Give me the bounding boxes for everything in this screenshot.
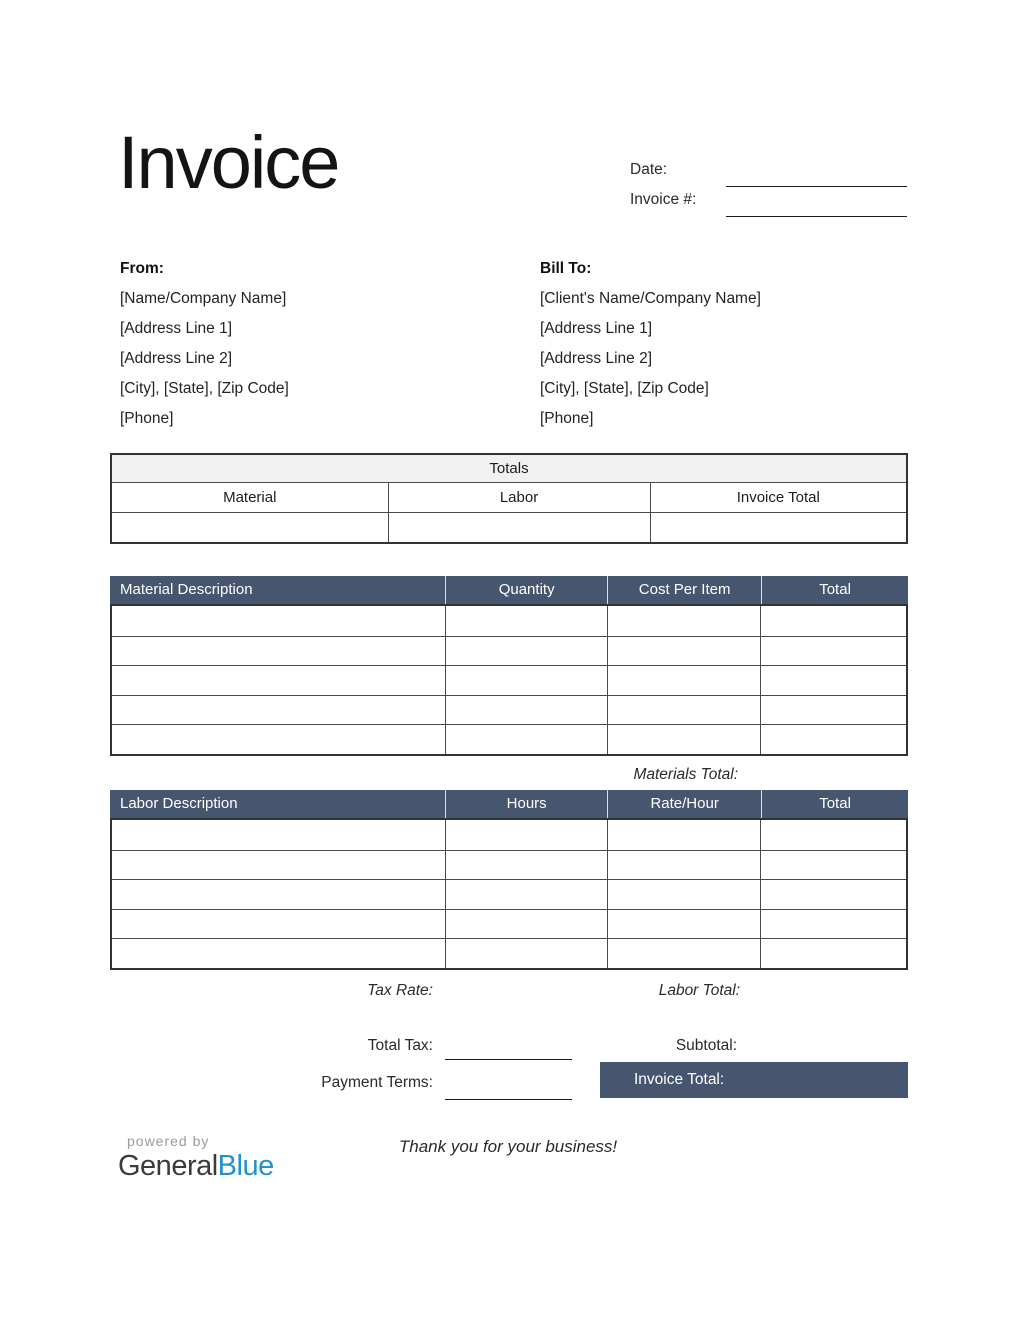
empty-cell[interactable] bbox=[445, 725, 606, 754]
empty-cell[interactable] bbox=[445, 606, 606, 636]
empty-cell[interactable] bbox=[112, 637, 445, 666]
materials-col-description: Material Description bbox=[120, 581, 253, 598]
materials-table-body bbox=[110, 604, 908, 756]
table-row-empty bbox=[112, 665, 906, 695]
bill-to-address2-line: [Address Line 2] bbox=[540, 350, 653, 367]
empty-cell[interactable] bbox=[445, 696, 606, 725]
invoice-total-label: Invoice Total: bbox=[634, 1071, 725, 1088]
table-row-empty bbox=[112, 606, 906, 636]
general-blue-logo bbox=[118, 1150, 274, 1183]
date-label: Date: bbox=[630, 161, 668, 178]
table-row-empty bbox=[112, 879, 906, 909]
empty-cell[interactable] bbox=[445, 910, 606, 939]
table-row-empty bbox=[112, 850, 906, 880]
table-row-empty bbox=[112, 938, 906, 968]
empty-cell[interactable] bbox=[760, 696, 906, 725]
table-row-empty bbox=[112, 820, 906, 850]
table-row-empty bbox=[112, 724, 906, 754]
brand-general-text: General bbox=[118, 1150, 218, 1182]
empty-cell[interactable] bbox=[760, 910, 906, 939]
empty-cell[interactable] bbox=[607, 820, 760, 850]
empty-cell[interactable] bbox=[112, 851, 445, 880]
table-row-empty bbox=[112, 909, 906, 939]
empty-cell[interactable] bbox=[445, 939, 606, 968]
empty-cell[interactable] bbox=[445, 851, 606, 880]
page-title: Invoice bbox=[118, 121, 339, 204]
from-name-line: [Name/Company Name] bbox=[120, 290, 287, 307]
empty-cell[interactable] bbox=[112, 910, 445, 939]
bill-to-name-line: [Client's Name/Company Name] bbox=[540, 290, 761, 307]
totals-col-material: Material bbox=[223, 489, 277, 506]
table-row-empty bbox=[112, 695, 906, 725]
totals-table-title: Totals bbox=[112, 455, 906, 483]
empty-cell[interactable] bbox=[112, 820, 445, 850]
from-address2-line: [Address Line 2] bbox=[120, 350, 233, 367]
empty-cell[interactable] bbox=[760, 851, 906, 880]
empty-cell[interactable] bbox=[445, 880, 606, 909]
empty-cell[interactable] bbox=[760, 725, 906, 754]
from-address1-line: [Address Line 1] bbox=[120, 320, 233, 337]
subtotal-label: Subtotal: bbox=[675, 1037, 737, 1054]
from-heading: From: bbox=[120, 260, 164, 277]
materials-col-quantity: Quantity bbox=[445, 576, 607, 604]
bill-to-address1-line: [Address Line 1] bbox=[540, 320, 653, 337]
empty-cell[interactable] bbox=[607, 696, 760, 725]
totals-table bbox=[110, 453, 908, 544]
powered-by-text: powered by bbox=[127, 1133, 210, 1149]
empty-cell[interactable] bbox=[445, 666, 606, 695]
labor-col-rate-per-hour: Rate/Hour bbox=[607, 790, 761, 818]
materials-table-header bbox=[110, 576, 908, 604]
invoice-number-label: Invoice #: bbox=[630, 191, 697, 208]
tax-rate-label: Tax Rate: bbox=[367, 982, 433, 999]
empty-cell[interactable] bbox=[760, 637, 906, 666]
totals-col-invoice-total: Invoice Total bbox=[650, 483, 906, 512]
materials-total-label: Materials Total: bbox=[633, 766, 738, 783]
thank-you-message: Thank you for your business! bbox=[398, 1137, 618, 1156]
payment-terms-label: Payment Terms: bbox=[321, 1074, 433, 1091]
empty-cell[interactable] bbox=[112, 939, 445, 968]
empty-cell[interactable] bbox=[607, 606, 760, 636]
invoice-total-cell[interactable] bbox=[650, 513, 906, 542]
empty-cell[interactable] bbox=[760, 880, 906, 909]
empty-cell[interactable] bbox=[760, 939, 906, 968]
labor-table-body bbox=[110, 818, 908, 970]
brand-blue-text: Blue bbox=[217, 1150, 274, 1182]
invoice-total-bar bbox=[600, 1062, 908, 1098]
empty-cell[interactable] bbox=[607, 939, 760, 968]
bill-to-phone-line: [Phone] bbox=[540, 410, 594, 427]
empty-cell[interactable] bbox=[607, 910, 760, 939]
empty-cell[interactable] bbox=[607, 637, 760, 666]
empty-cell[interactable] bbox=[112, 666, 445, 695]
bill-to-heading: Bill To: bbox=[540, 260, 592, 277]
labor-table-header bbox=[110, 790, 908, 818]
table-row-empty bbox=[112, 636, 906, 666]
date-input-line[interactable] bbox=[726, 186, 907, 187]
empty-cell[interactable] bbox=[607, 725, 760, 754]
empty-cell[interactable] bbox=[112, 725, 445, 754]
labor-col-hours: Hours bbox=[445, 790, 607, 818]
totals-col-labor: Labor bbox=[388, 483, 650, 512]
from-block bbox=[120, 254, 289, 434]
from-city-line: [City], [State], [Zip Code] bbox=[120, 380, 289, 397]
total-tax-input-line[interactable] bbox=[445, 1059, 572, 1060]
labor-col-description: Labor Description bbox=[120, 795, 238, 812]
materials-col-total: Total bbox=[761, 576, 908, 604]
materials-col-cost-per-item: Cost Per Item bbox=[607, 576, 761, 604]
labor-total-label: Labor Total: bbox=[658, 982, 740, 999]
totals-header-row bbox=[112, 483, 906, 513]
empty-cell[interactable] bbox=[112, 696, 445, 725]
material-total-cell[interactable] bbox=[112, 513, 388, 542]
empty-cell[interactable] bbox=[607, 666, 760, 695]
empty-cell[interactable] bbox=[760, 666, 906, 695]
bill-to-city-line: [City], [State], [Zip Code] bbox=[540, 380, 709, 397]
bill-to-block bbox=[540, 254, 761, 434]
empty-cell[interactable] bbox=[607, 851, 760, 880]
labor-total-cell[interactable] bbox=[388, 513, 650, 542]
payment-terms-input-line[interactable] bbox=[445, 1099, 572, 1100]
total-tax-label: Total Tax: bbox=[367, 1037, 433, 1054]
empty-cell[interactable] bbox=[445, 820, 606, 850]
from-phone-line: [Phone] bbox=[120, 410, 174, 427]
empty-cell[interactable] bbox=[112, 606, 445, 636]
empty-cell[interactable] bbox=[760, 606, 906, 636]
invoice-number-input-line[interactable] bbox=[726, 216, 907, 217]
labor-col-total: Total bbox=[761, 790, 908, 818]
totals-value-row bbox=[112, 513, 906, 542]
empty-cell[interactable] bbox=[760, 820, 906, 850]
empty-cell[interactable] bbox=[112, 880, 445, 909]
empty-cell[interactable] bbox=[445, 637, 606, 666]
empty-cell[interactable] bbox=[607, 880, 760, 909]
